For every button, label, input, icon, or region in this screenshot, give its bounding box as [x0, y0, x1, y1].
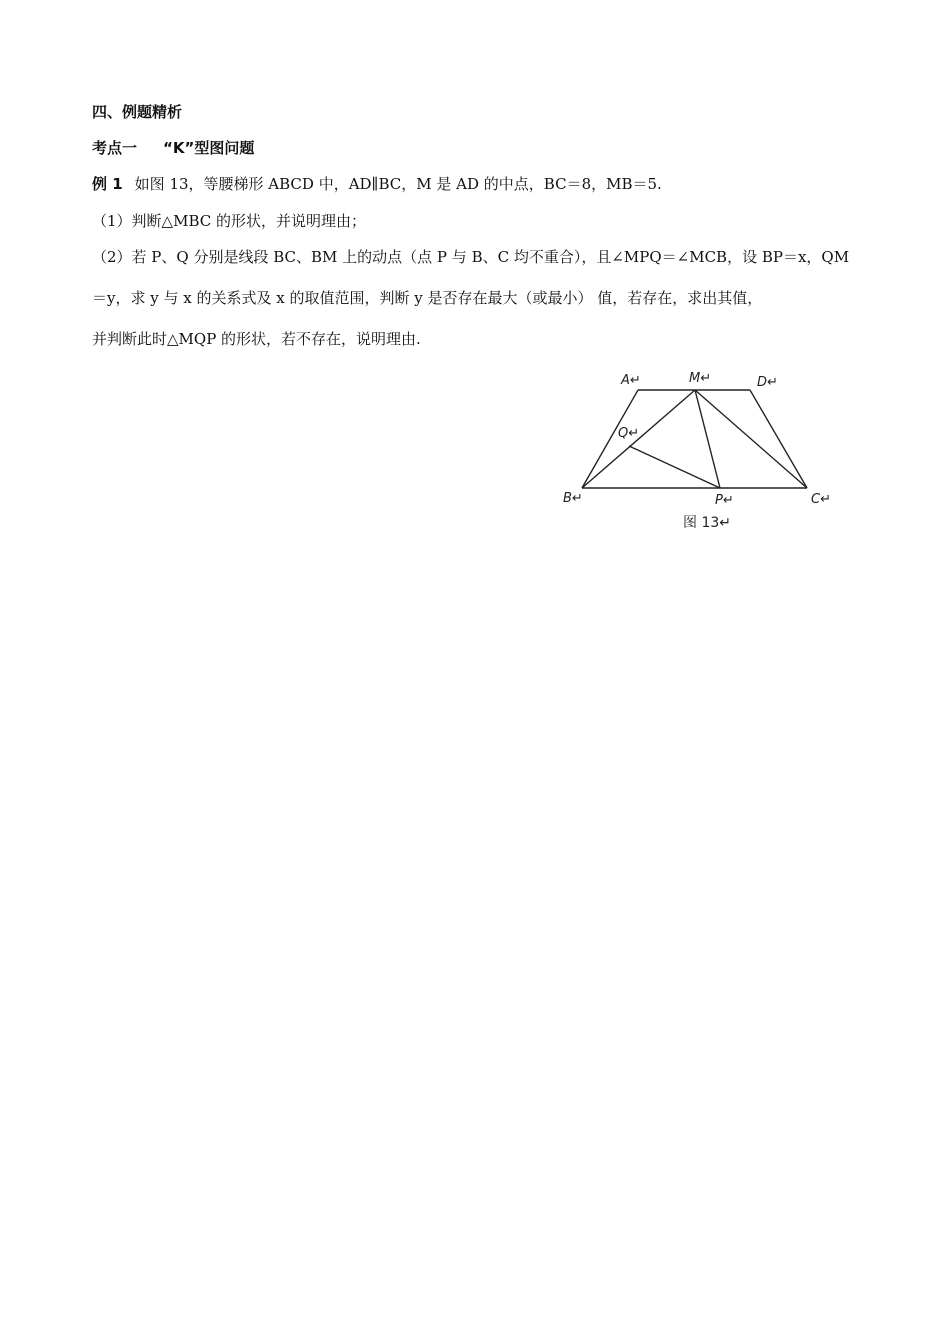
label-A: A↵: [621, 373, 641, 388]
question-1: （1）判断△MBC 的形状，并说明理由；: [92, 212, 366, 230]
label-Q: Q↵: [618, 426, 640, 441]
topic-prefix: 考点一: [92, 139, 138, 157]
section-heading: 四、例题精析: [92, 103, 183, 121]
label-B: B↵: [563, 491, 583, 506]
label-P: P↵: [715, 493, 734, 508]
segment-QP: [629, 446, 720, 488]
label-M: M↵: [689, 371, 712, 386]
example-statement: [92, 174, 662, 194]
topic-heading: [92, 138, 254, 158]
question-2-line-3: 并判断此时△MQP 的形状，若不存在，说明理由.: [92, 330, 421, 348]
label-C: C↵: [811, 492, 831, 507]
question-2-line-1: （2）若 P、Q 分别是线段 BC、BM 上的动点（点 P 与 B、C 均不重合），且∠MPQ＝∠MCB，设 BP＝x，QM: [92, 248, 850, 266]
label-D: D↵: [757, 375, 778, 390]
segment-MP: [695, 390, 720, 488]
figure-13-trapezoid: [555, 365, 840, 540]
question-2-line-2: ＝y，求 y 与 x 的关系式及 x 的取值范围，判断 y 是否存在最大（或最小） 值，若存在，求出其值，: [92, 289, 763, 307]
trapezoid-diagram: [555, 365, 840, 540]
segment-MC: [695, 390, 807, 488]
example-label: 例 1: [92, 175, 123, 193]
example-text: 如图 13，等腰梯形 ABCD 中，AD∥BC，M 是 AD 的中点，BC＝8，MB＝5.: [134, 175, 662, 193]
figure-caption: 图 13↵: [683, 515, 731, 531]
segment-DC: [750, 390, 807, 488]
topic-title: “K”型图问题: [163, 139, 255, 157]
